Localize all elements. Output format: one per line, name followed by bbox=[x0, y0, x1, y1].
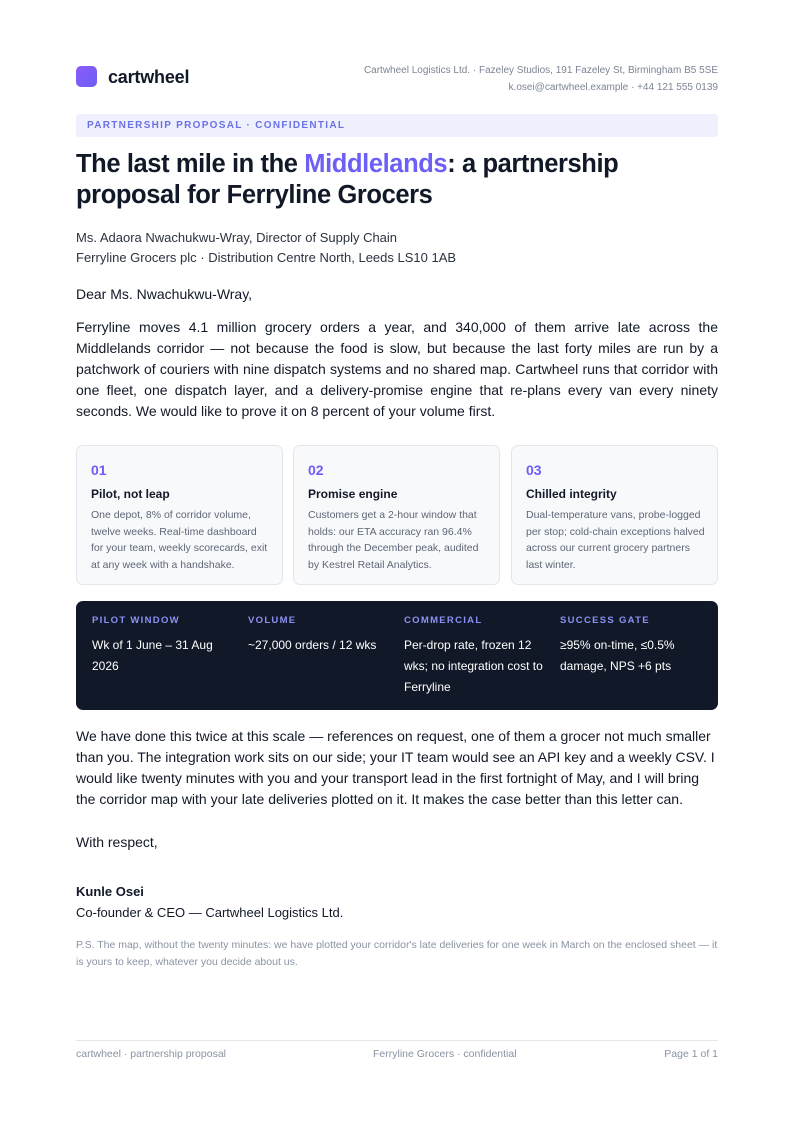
postscript: P.S. The map, without the twenty minutes: we have plotted your corridor's late deliveries for one week in March on the enclosed sheet — it is yours to keep, whatever you decide about us. bbox=[76, 939, 718, 968]
feature-card-chilled-integrity bbox=[511, 445, 718, 585]
page-number: Page 1 of 1 bbox=[664, 1048, 718, 1060]
brand-name: cartwheel bbox=[108, 67, 190, 87]
document-title bbox=[76, 149, 718, 211]
recipient-block bbox=[76, 228, 456, 268]
recipient-address: Ferryline Grocers plc · Distribution Centre North, Leeds LS10 1AB bbox=[76, 250, 457, 265]
card-title: Pilot, not leap bbox=[91, 487, 170, 501]
term-success-gate bbox=[560, 615, 710, 677]
card-title: Promise engine bbox=[308, 487, 398, 501]
term-value: Per-drop rate, frozen 12 wks; no integration cost to Ferryline bbox=[404, 638, 543, 694]
footer-center: Ferryline Grocers · confidential bbox=[373, 1048, 517, 1060]
sender-address: Cartwheel Logistics Ltd. · Fazeley Studios, 191 Fazeley St, Birmingham B5 5SE bbox=[363, 65, 718, 76]
card-number: 03 bbox=[526, 462, 542, 478]
salutation: Dear Ms. Nwachukwu-Wray, bbox=[76, 286, 253, 302]
feature-card-pilot bbox=[76, 445, 283, 585]
card-title: Chilled integrity bbox=[526, 487, 617, 501]
closing: With respect, bbox=[76, 834, 158, 850]
term-label: COMMERCIAL bbox=[404, 615, 483, 626]
term-label: SUCCESS GATE bbox=[560, 615, 650, 626]
term-pilot-window bbox=[92, 615, 242, 677]
title-highlight: Middlelands bbox=[304, 150, 448, 178]
letterhead bbox=[76, 62, 718, 92]
feature-cards bbox=[76, 445, 718, 585]
card-body: Customers get a 2-hour window that holds: our ETA accuracy ran 96.4% through the December peak, audited by Kestrel Retail Analytics. bbox=[308, 509, 479, 571]
sender-contact bbox=[364, 62, 718, 96]
term-volume bbox=[248, 615, 398, 656]
term-commercial bbox=[404, 615, 554, 698]
term-label: PILOT WINDOW bbox=[92, 615, 180, 626]
card-number: 01 bbox=[91, 462, 107, 478]
signatory-name: Kunle Osei bbox=[76, 884, 144, 899]
document-tag bbox=[76, 114, 718, 137]
pilot-terms-panel bbox=[76, 601, 718, 710]
sender-email-phone: k.osei@cartwheel.example · +44 121 555 0139 bbox=[508, 82, 718, 93]
term-value: ~27,000 orders / 12 wks bbox=[248, 638, 377, 652]
footer-left: cartwheel · partnership proposal bbox=[76, 1048, 226, 1060]
title-part-2: : a partnership proposal for Ferryline Grocers bbox=[76, 150, 619, 209]
term-value: ≥95% on-time, ≤0.5% damage, NPS +6 pts bbox=[560, 638, 675, 673]
signatory-role: Co-founder & CEO — Cartwheel Logistics Ltd. bbox=[76, 905, 344, 920]
document-tag-label: PARTNERSHIP PROPOSAL · CONFIDENTIAL bbox=[87, 120, 346, 131]
body-paragraph-2: We have done this twice at this scale — references on request, one of them a grocer not much smaller than you. The integration work sits on our side; your IT team would see an API key and a weekly CSV. I would like twenty minutes with you and your transport lead in the first fortnight of May, and I will bring the corridor map with your late deliveries plotted on it. It makes the case better than this letter can. bbox=[76, 728, 715, 807]
body-paragraph-1: Ferryline moves 4.1 million grocery orders a year, and 340,000 of them arrive late across the Middlelands corridor — not because the food is slow, but because the last forty miles are run by a patchwork of couriers with nine dispatch systems and no shared map. Cartwheel runs that corridor with one fleet, one dispatch layer, and a delivery-promise engine that re-plans every van every ninety seconds. We would like to prove it on 8 percent of your volume first. bbox=[76, 319, 718, 419]
feature-card-promise-engine bbox=[293, 445, 500, 585]
card-body: One depot, 8% of corridor volume, twelve weeks. Real-time dashboard for your team, weekly scorecards, exit at any week with a handshake. bbox=[91, 509, 268, 571]
term-label: VOLUME bbox=[248, 615, 297, 626]
footer-divider bbox=[76, 1040, 718, 1041]
title-part-1: The last mile in the bbox=[76, 150, 305, 178]
card-body: Dual-temperature vans, probe-logged per stop; cold-chain exceptions halved across our current grocery partners last winter. bbox=[526, 509, 705, 571]
recipient-name: Ms. Adaora Nwachukwu-Wray, Director of Supply Chain bbox=[76, 230, 398, 245]
card-number: 02 bbox=[308, 462, 324, 478]
term-value: Wk of 1 June – 31 Aug 2026 bbox=[92, 638, 213, 673]
cartwheel-logo-icon bbox=[76, 66, 97, 87]
